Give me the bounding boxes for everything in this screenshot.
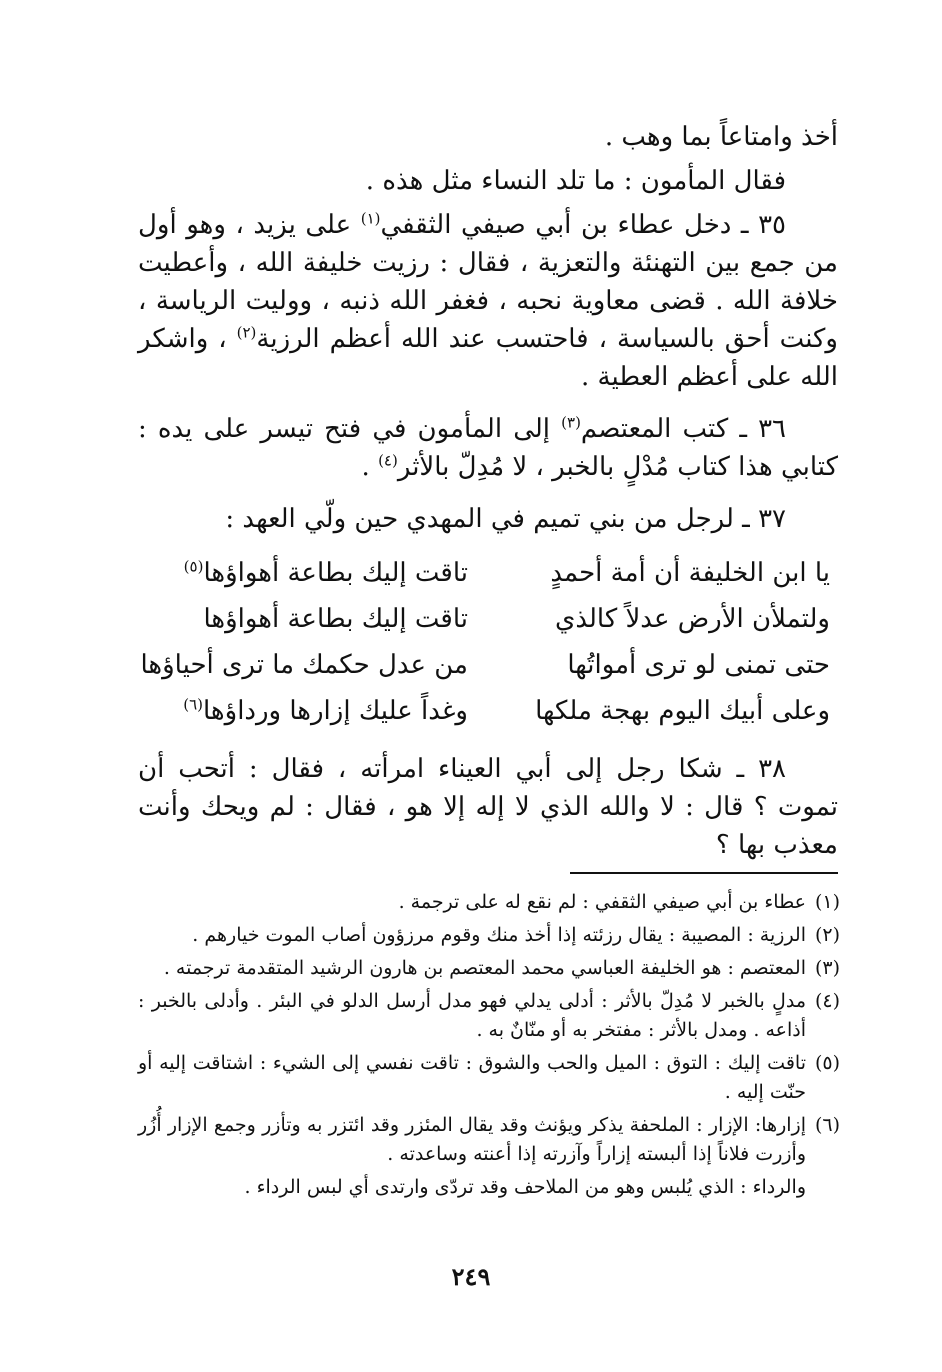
poem-hemistich-first: حتى تمنى لو ترى أمواتُها (567, 650, 830, 680)
footnote-number: (١) (814, 891, 840, 913)
poem-hemistich-first: ولتملأن الأرض عدلاً كالذي (554, 604, 830, 634)
footnote-continuation: والرداء : الذي يُلبس وهو من الملاحف وقد تردّى وارتدى أي لبس الرداء . (244, 1176, 806, 1198)
item36-end: . (361, 452, 379, 482)
footnote-ref-6: (٦) (183, 695, 203, 714)
poem (138, 550, 838, 734)
footnote-ref-3: (٣) (561, 413, 581, 432)
footnote (138, 1049, 840, 1107)
poem-hemistich-second-text: وغداً عليك إزارها ورداؤها (203, 696, 468, 726)
footnote-ref-2: (٢) (236, 323, 257, 342)
footnote (138, 987, 840, 1045)
poem-hemistich-second-text: من عدل حكمك ما ترى أحياؤها (140, 650, 468, 680)
poem-verse (138, 596, 838, 642)
paragraph-intro (138, 118, 838, 156)
poem-hemistich-second (138, 692, 468, 730)
footnote-text: الرزية : المصيبة : يقال رزئته إذا أخذ منك وقوم مرزؤون أصاب الموت خيارهم . (192, 924, 806, 946)
page-number: ٢٤٩ (451, 1262, 491, 1291)
paragraph-38 (138, 750, 838, 864)
paragraph-37 (138, 500, 838, 538)
item36-mid: إلى المأمون في فتح تيسر على يده : كتابي هذا كتاب مُدْلٍ بالخبر ، لا مُدِلّ بالأثر (138, 414, 838, 482)
footnote (138, 954, 840, 983)
poem-hemistich-second (138, 646, 468, 684)
item37-lead: ٣٧ ـ لرجل من بني تميم في المهدي حين ولّي العهد : (225, 504, 786, 534)
text-intro: أخذ وامتاعاً بما وهب . (604, 122, 838, 152)
poem-hemistich-first: يا ابن الخليفة أن أمة أحمدٍ (550, 558, 830, 588)
poem-hemistich-second-text: تاقت إليك بطاعة أهواؤها (203, 604, 468, 634)
poem-hemistich-second (138, 554, 468, 592)
footnote (138, 921, 840, 950)
poem-hemistich-second (138, 600, 468, 638)
footnote-ref-5: (٥) (183, 557, 204, 576)
item35-lead: ٣٥ ـ دخل عطاء بن أبي صيفي الثقفي (380, 210, 786, 240)
item36-lead: ٣٦ ـ كتب المعتصم (580, 414, 786, 444)
footnote-text: تاقت إليك : التوق : الميل والحب والشوق : تاقت نفسي إلى الشيء : اشتاقت إليه أو حنّت إليه . (138, 1052, 806, 1103)
footnote-number: (٣) (814, 957, 840, 979)
footnote (138, 1111, 840, 1169)
item35-end: ، واشكر الله على أعظم العطية . (138, 324, 838, 392)
footnotes (138, 888, 840, 1202)
footnote-text: إزارها: الإزار : الملحفة يذكر ويؤنث وقد يقال المئزر وقد ائتزر به وتأزر وجمع الإزار أُزُر وأزرت فلاناً إذا ألبسته إزاراً وآزرته إذا أعنته وساعدته . (138, 1114, 806, 1165)
paragraph-35 (138, 206, 838, 396)
paragraph-mamun (138, 162, 838, 200)
poem-hemistich-second-text: تاقت إليك بطاعة أهواؤها (203, 558, 468, 588)
footnote-divider (570, 872, 838, 874)
footnote-number: (٢) (814, 924, 840, 946)
item38-text: ٣٨ ـ شكا رجل إلى أبي العيناء امرأته ، فقال : أتحب أن تموت ؟ قال : لا والله الذي لا إله إلا هو ، فقال : لم ويحك وأنت معذب بها ؟ (138, 754, 838, 860)
main-text (138, 118, 838, 878)
footnote-number: (٤) (814, 990, 840, 1012)
poem-verse (138, 642, 838, 688)
footnote-text: المعتصم : هو الخليفة العباسي محمد المعتصم بن هارون الرشيد المتقدمة ترجمته . (163, 957, 806, 979)
paragraph-36 (138, 410, 838, 486)
item35-rest: على يزيد ، وهو أول من جمع بين التهنئة والتعزية ، فقال : رزيت خليفة الله ، وأعطيت خلافة الله . قضى معاوية نحبه ، فغفر الله ذنبه ، ووليت الرياسة ، وكنت أحق بالسياسة ، فاحتسب عند الله أعظم الرزية (138, 210, 838, 354)
footnote-text: عطاء بن أبي صيفي الثقفي : لم نقع له على ترجمة . (398, 891, 806, 913)
footnote-ref-1: (١) (360, 209, 381, 228)
text-mamun: فقال المأمون : ما تلد النساء مثل هذه . (365, 166, 786, 196)
poem-hemistich-first: وعلى أبيك اليوم بهجة ملكها (535, 696, 830, 726)
footnote-number: (٦) (814, 1114, 840, 1136)
poem-verse (138, 688, 838, 734)
poem-verse (138, 550, 838, 596)
footnote (138, 888, 840, 917)
footnote-number: (٥) (814, 1052, 840, 1074)
footnote-ref-4: (٤) (378, 451, 398, 470)
footnote-text: مدلٍ بالخبر لا مُدِلّ بالأثر : أدلى يدلي فهو مدل أرسل الدلو في البئر . وأدلى بالخبر : أذاعه . ومدل بالأثر : مفتخر به أو منّانٌ به . (138, 990, 806, 1041)
